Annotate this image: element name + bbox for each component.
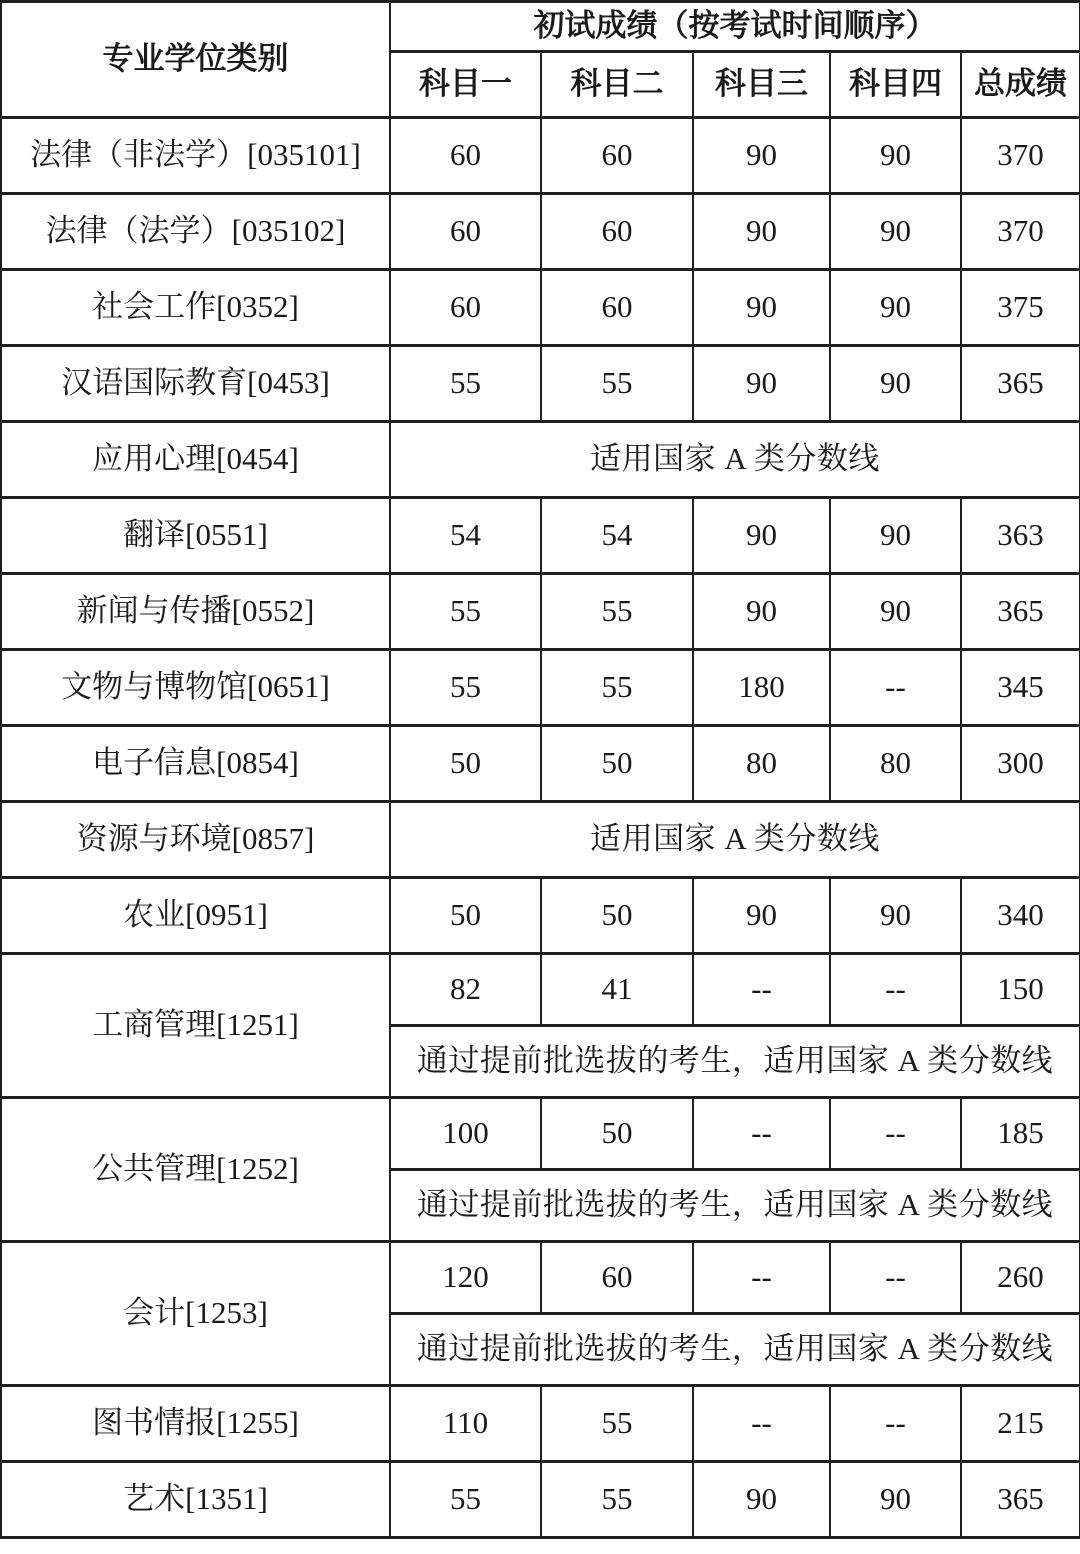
category-cell: 翻译[0551] [1,498,390,574]
score-cell: 260 [961,1242,1080,1314]
score-cell: 60 [541,270,693,346]
category-cell: 应用心理[0454] [1,422,390,498]
score-cell: 120 [390,1242,541,1314]
score-cell: 60 [541,194,693,270]
table-row [1,802,1080,878]
category-column-header: 专业学位类别 [1,2,390,118]
score-cell: 41 [541,954,693,1026]
table-row [1,346,1080,422]
score-cell: 60 [390,270,541,346]
score-cell: 50 [541,1098,693,1170]
score-cell: 55 [390,1462,541,1538]
subject-4-header: 科目四 [830,52,961,118]
score-cell: 365 [961,346,1080,422]
score-cell: 55 [390,650,541,726]
score-cell: 90 [830,270,961,346]
category-cell: 法律（非法学）[035101] [1,118,390,194]
score-cell: 90 [830,118,961,194]
score-cell: 90 [693,270,830,346]
subject-3-header: 科目三 [693,52,830,118]
table-row [1,726,1080,802]
header-row-1 [1,2,1080,52]
score-cell: 50 [541,878,693,954]
score-cell: 345 [961,650,1080,726]
table-row [1,118,1080,194]
score-cell: -- [830,650,961,726]
category-cell: 图书情报[1255] [1,1386,390,1462]
score-cell: 60 [390,118,541,194]
score-cell: 55 [541,346,693,422]
score-cell: 340 [961,878,1080,954]
category-cell: 汉语国际教育[0453] [1,346,390,422]
table-row [1,878,1080,954]
category-cell: 文物与博物馆[0651] [1,650,390,726]
category-cell: 电子信息[0854] [1,726,390,802]
category-cell: 艺术[1351] [1,1462,390,1538]
note-cell: 适用国家 A 类分数线 [390,422,1080,498]
score-cell: 60 [541,1242,693,1314]
score-cell: 90 [693,194,830,270]
score-cell: -- [830,1098,961,1170]
score-cell: 300 [961,726,1080,802]
score-cell: 50 [390,726,541,802]
score-cell: -- [693,954,830,1026]
table-row [1,1242,1080,1314]
table-row [1,194,1080,270]
score-cell: 180 [693,650,830,726]
score-cell: 90 [693,1462,830,1538]
table-row [1,954,1080,1026]
total-score-header: 总成绩 [961,52,1080,118]
score-cell: 90 [830,194,961,270]
score-cell: -- [693,1386,830,1462]
note-cell: 适用国家 A 类分数线 [390,802,1080,878]
score-cell: 60 [390,194,541,270]
score-cell: 185 [961,1098,1080,1170]
table-row [1,574,1080,650]
score-cell: 90 [693,498,830,574]
score-cell: 60 [541,118,693,194]
score-cell: 80 [830,726,961,802]
subject-2-header: 科目二 [541,52,693,118]
score-cell: 55 [541,650,693,726]
score-cell: 55 [390,574,541,650]
category-cell: 公共管理[1252] [1,1098,390,1242]
score-cell: 90 [830,498,961,574]
score-cell: 55 [390,346,541,422]
score-cell: 90 [830,1462,961,1538]
score-cell: -- [693,1242,830,1314]
score-cell: 365 [961,1462,1080,1538]
score-cell: 90 [693,346,830,422]
table-row [1,422,1080,498]
table-row [1,1386,1080,1462]
table-row [1,650,1080,726]
category-cell: 农业[0951] [1,878,390,954]
note-cell: 通过提前批选拔的考生，适用国家 A 类分数线 [390,1314,1080,1386]
table-row [1,270,1080,346]
score-cell: 370 [961,118,1080,194]
score-cell: 55 [541,574,693,650]
score-cell: -- [830,1242,961,1314]
score-cell: 50 [541,726,693,802]
category-cell: 会计[1253] [1,1242,390,1386]
score-cell: 50 [390,878,541,954]
table-body [1,118,1080,1538]
score-cell: 90 [830,346,961,422]
score-cell: 90 [830,574,961,650]
table-row [1,498,1080,574]
category-cell: 社会工作[0352] [1,270,390,346]
score-cell: 55 [541,1386,693,1462]
score-cell: -- [693,1098,830,1170]
score-cell: -- [830,1386,961,1462]
score-group-header: 初试成绩（按考试时间顺序） [390,2,1080,52]
category-cell: 工商管理[1251] [1,954,390,1098]
score-cell: 90 [693,118,830,194]
score-cell: 110 [390,1386,541,1462]
subject-1-header: 科目一 [390,52,541,118]
score-cell: 370 [961,194,1080,270]
score-cell: 55 [541,1462,693,1538]
score-cell: 365 [961,574,1080,650]
category-cell: 新闻与传播[0552] [1,574,390,650]
score-cell: 215 [961,1386,1080,1462]
score-cell: 82 [390,954,541,1026]
table-row [1,1462,1080,1538]
score-cell: 54 [390,498,541,574]
score-cell: 90 [693,878,830,954]
score-cell: 100 [390,1098,541,1170]
category-cell: 资源与环境[0857] [1,802,390,878]
score-cell: 363 [961,498,1080,574]
score-cell: 80 [693,726,830,802]
score-cell: 150 [961,954,1080,1026]
table-row [1,1098,1080,1170]
score-cell: 90 [693,574,830,650]
category-cell: 法律（法学）[035102] [1,194,390,270]
score-cell: -- [830,954,961,1026]
score-cell: 375 [961,270,1080,346]
note-cell: 通过提前批选拔的考生，适用国家 A 类分数线 [390,1026,1080,1098]
note-cell: 通过提前批选拔的考生，适用国家 A 类分数线 [390,1170,1080,1242]
score-cell: 54 [541,498,693,574]
score-cell: 90 [830,878,961,954]
